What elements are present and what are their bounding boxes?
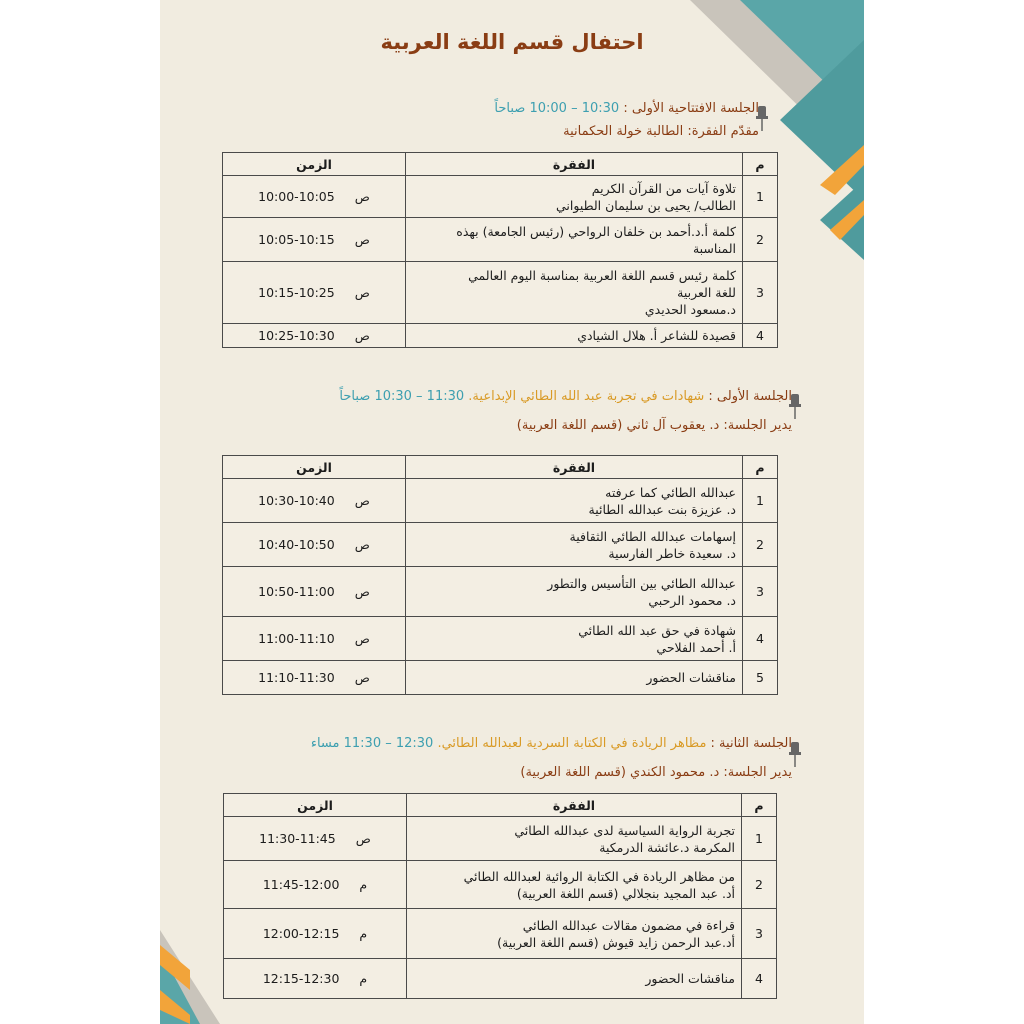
time-value: 10:00-10:05: [258, 189, 335, 204]
time-suffix: ص: [354, 189, 370, 204]
session-presenter: مقدّم الفقرة: الطالبة خولة الحكمانية: [563, 124, 759, 139]
item-line: مناقشات الحضور: [645, 971, 735, 986]
time-suffix: م: [359, 877, 368, 892]
table-header-row: [223, 456, 778, 479]
header-num: م: [742, 794, 777, 817]
header-time: الزمن: [223, 456, 406, 479]
time-value: 11:45-12:00: [262, 877, 340, 892]
item-line: شهادة في حق عبد الله الطائي: [578, 622, 736, 638]
item-line: د.مسعود الحديدي: [644, 302, 736, 317]
item-line: قراءة في مضمون مقالات عبدالله الطائي: [522, 917, 735, 933]
row-time: [223, 523, 406, 567]
row-item: [406, 617, 743, 661]
time-value: 12:00-12:15: [262, 926, 340, 941]
schedule-table: [223, 793, 777, 999]
item-line: قصيدة للشاعر أ. هلال الشيادي: [577, 328, 736, 343]
item-line: المكرمة د.عائشة الدرمكية: [599, 839, 735, 855]
row-time: [223, 324, 406, 348]
row-time: [223, 617, 406, 661]
page-title: احتفال قسم اللغة العربية: [380, 30, 644, 54]
row-item: [407, 909, 742, 959]
item-line: كلمة رئيس قسم اللغة العربية بمناسبة اليوم العالمي: [468, 268, 736, 283]
item-line: د. عزيزة بنت عبدالله الطائية: [588, 501, 736, 517]
session-label: الجلسة الثانية :: [710, 736, 792, 751]
row-time: [223, 661, 406, 695]
item-line: للغة العربية: [677, 285, 736, 300]
item-line: د. محمود الرحبي: [648, 592, 736, 608]
time-suffix: ص: [354, 537, 370, 552]
time-suffix: م: [359, 926, 368, 941]
time-value: 11:00-11:10: [258, 631, 335, 646]
table-row: [223, 661, 778, 695]
time-value: 11:30-11:45: [259, 831, 336, 846]
item-line: عبدالله الطائي كما عرفته: [605, 484, 736, 500]
session-heading: [311, 736, 792, 751]
row-item: [406, 661, 743, 695]
item-line: أ. أحمد الفلاحي: [656, 639, 736, 655]
item-line: من مظاهر الريادة في الكتابة الروائية لعبدالله الطائي: [463, 868, 735, 884]
schedule-table: [222, 455, 778, 695]
table-header-row: [224, 794, 777, 817]
table-row: [223, 262, 778, 324]
table-row: [224, 959, 777, 999]
row-item: [407, 817, 742, 861]
time-value: 10:15-10:25: [258, 285, 335, 300]
table-row: [224, 909, 777, 959]
time-suffix: ص: [354, 584, 370, 599]
header-item: الفقرة: [406, 153, 743, 176]
session-theme: شهادات في تجربة عبد الله الطائي الإبداعية.: [468, 389, 705, 404]
time-value: 10:40-10:50: [258, 537, 335, 552]
table-row: [223, 617, 778, 661]
row-time: [223, 567, 406, 617]
row-time: [224, 909, 407, 959]
row-num: 4: [743, 324, 778, 348]
session-label: الجلسة الأولى :: [708, 389, 792, 404]
row-time: [224, 959, 407, 999]
row-num: 2: [743, 218, 778, 262]
program-page: [160, 0, 864, 1024]
row-time: [223, 479, 406, 523]
row-item: [407, 861, 742, 909]
time-suffix: ص: [354, 670, 370, 685]
session-time: 11:30 – 12:30: [343, 736, 434, 751]
row-num: 3: [743, 262, 778, 324]
item-line: تلاوة آيات من القرآن الكريم: [591, 180, 736, 196]
time-suffix: م: [359, 971, 368, 986]
header-time: الزمن: [224, 794, 407, 817]
table-row: [223, 479, 778, 523]
item-line: تجربة الرواية السياسية لدى عبدالله الطائي: [514, 822, 735, 838]
time-value: 12:15-12:30: [262, 971, 340, 986]
item-line: كلمة أ.د.أحمد بن خلفان الرواحي (رئيس الجامعة) بهذه: [456, 223, 736, 239]
session-period: صباحاً: [494, 101, 526, 116]
session-period: مساء: [310, 736, 340, 751]
table-row: [224, 817, 777, 861]
table-row: [223, 567, 778, 617]
row-num: 4: [742, 959, 777, 999]
item-line: أد.عبد الرحمن زايد قيوش (قسم اللغة العربية): [497, 934, 735, 950]
row-num: 4: [743, 617, 778, 661]
header-item: الفقرة: [406, 456, 743, 479]
row-item: [407, 959, 742, 999]
time-suffix: ص: [354, 328, 370, 343]
row-item: [406, 567, 743, 617]
item-line: مناقشات الحضور: [646, 670, 736, 685]
session-label: الجلسة الافتتاحية الأولى :: [623, 101, 759, 116]
row-time: [223, 176, 406, 218]
time-suffix: ص: [354, 493, 370, 508]
time-value: 10:50-11:00: [258, 584, 335, 599]
row-item: [406, 523, 743, 567]
item-line: أد. عبد المجيد بنجلالي (قسم اللغة العربية): [516, 885, 735, 901]
row-num: 1: [742, 817, 777, 861]
session-moderator: يدير الجلسة: د. يعقوب آل ثاني (قسم اللغة العربية): [516, 418, 792, 433]
header-num: م: [743, 456, 778, 479]
time-value: 10:30-10:40: [258, 493, 335, 508]
schedule-table: [222, 152, 778, 348]
header-item: الفقرة: [407, 794, 742, 817]
row-num: 2: [742, 861, 777, 909]
row-item: [406, 176, 743, 218]
time-value: 10:25-10:30: [258, 328, 335, 343]
row-num: 1: [743, 176, 778, 218]
row-num: 5: [743, 661, 778, 695]
row-time: [224, 861, 407, 909]
item-line: المناسبة: [692, 240, 736, 256]
session-period: صباحاً: [339, 389, 371, 404]
header-time: الزمن: [223, 153, 406, 176]
row-time: [224, 817, 407, 861]
table-row: [223, 218, 778, 262]
table-row: [223, 324, 778, 348]
item-line: عبدالله الطائي بين التأسيس والتطور: [547, 575, 736, 591]
time-value: 11:10-11:30: [258, 670, 335, 685]
row-item: [406, 262, 743, 324]
row-num: 3: [743, 567, 778, 617]
row-item: [406, 479, 743, 523]
session-heading: [339, 389, 792, 404]
header-num: م: [743, 153, 778, 176]
time-value: 10:05-10:15: [258, 232, 335, 247]
item-line: الطالب/ يحيى بن سليمان الطيواني: [556, 197, 736, 213]
session-heading: [494, 101, 759, 116]
row-time: [223, 262, 406, 324]
corner-decoration-bottom-left: [160, 930, 230, 1024]
row-num: 1: [743, 479, 778, 523]
time-suffix: ص: [355, 831, 371, 846]
row-num: 3: [742, 909, 777, 959]
time-suffix: ص: [354, 285, 370, 300]
session-moderator: يدير الجلسة: د. محمود الكندي (قسم اللغة العربية): [520, 765, 792, 780]
session-time: 10:00 – 10:30: [529, 101, 620, 116]
row-item: [406, 324, 743, 348]
item-line: د. سعيدة خاطر الفارسية: [608, 545, 736, 561]
time-suffix: ص: [354, 232, 370, 247]
table-row: [223, 523, 778, 567]
item-line: إسهامات عبدالله الطائي الثقافية: [569, 528, 736, 544]
table-row: [223, 176, 778, 218]
row-num: 2: [743, 523, 778, 567]
row-time: [223, 218, 406, 262]
table-header-row: [223, 153, 778, 176]
session-theme: مظاهر الريادة في الكتابة السردية لعبدالله الطائي.: [437, 736, 707, 751]
time-suffix: ص: [354, 631, 370, 646]
session-time: 10:30 – 11:30: [374, 389, 465, 404]
row-item: [406, 218, 743, 262]
table-row: [224, 861, 777, 909]
